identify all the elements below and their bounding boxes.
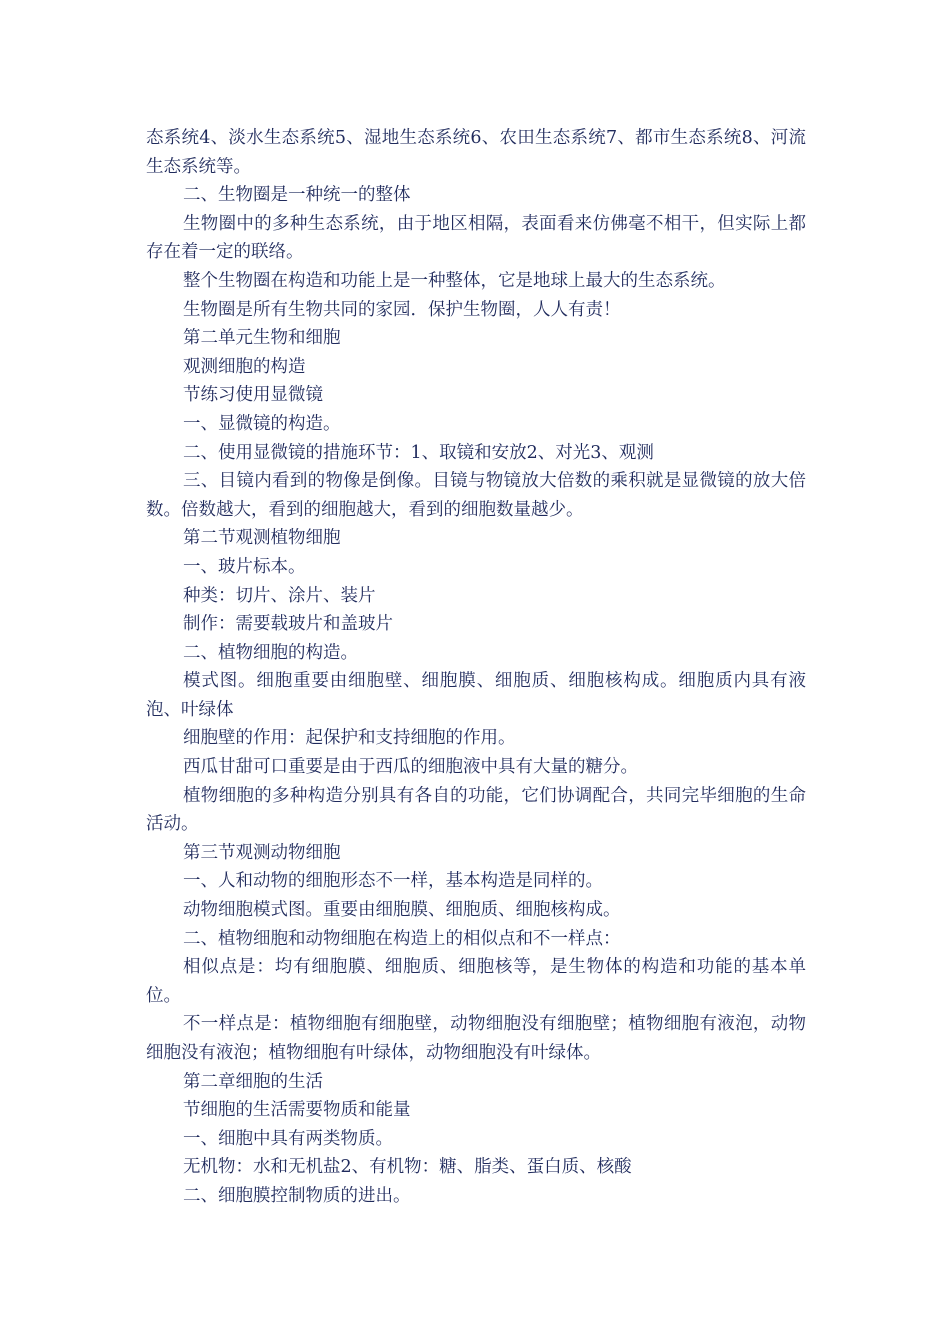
paragraph-cell-similarities: 相似点是：均有细胞膜、细胞质、细胞核等，是生物体的构造和功能的基本单位。 [146,957,806,1006]
paragraph-slide-making: 制作：需要载玻片和盖玻片 [183,614,393,635]
heading-biosphere-unity: 二、生物圈是一种统一的整体 [183,185,411,206]
heading-section-animal-cell: 第三节观测动物细胞 [183,842,341,863]
heading-unit-two: 第二单元生物和细胞 [183,328,341,349]
paragraph-animal-cell-shape: 一、人和动物的细胞形态不一样，基本构造是同样的。 [183,871,603,892]
paragraph-inorganic-organic: 无机物：水和无机盐2、有机物：糖、脂类、蛋白质、核酸 [183,1157,632,1178]
paragraph-microscope-structure: 一、显微镜的构造。 [183,413,341,434]
heading-chapter-two: 第二章细胞的生活 [183,1071,323,1092]
heading-section-plant-cell: 第二节观测植物细胞 [183,528,341,549]
paragraph-plant-cell-diagram: 模式图。细胞重要由细胞壁、细胞膜、细胞质、细胞核构成。细胞质内具有液泡、叶绿体 [146,671,806,720]
paragraph-two-substances: 一、细胞中具有两类物质。 [183,1128,393,1149]
paragraph-microscope-image: 三、目镜内看到的物像是倒像。目镜与物镜放大倍数的乘积就是显微镜的放大倍数。倍数越大，看到的细胞越大，看到的细胞数量越少。 [146,471,806,520]
paragraph-cell-membrane: 二、细胞膜控制物质的进出。 [183,1185,411,1206]
heading-section-matter-energy: 节细胞的生活需要物质和能量 [183,1100,411,1121]
heading-observe-cell: 观测细胞的构造 [183,356,306,377]
paragraph-biosphere-largest: 整个生物圈在构造和功能上是一种整体，它是地球上最大的生态系统。 [183,270,726,291]
paragraph-slide-specimen: 一、玻片标本。 [183,556,306,577]
paragraph-cell-comparison: 二、植物细胞和动物细胞在构造上的相似点和不一样点： [183,928,621,949]
paragraph-cell-differences: 不一样点是：植物细胞有细胞壁，动物细胞没有细胞壁；植物细胞有液泡，动物细胞没有液泡；植物细胞有叶绿体，动物细胞没有叶绿体。 [146,1014,806,1063]
paragraph-animal-cell-diagram: 动物细胞模式图。重要由细胞膜、细胞质、细胞核构成。 [183,900,621,921]
paragraph-plant-cell-cooperation: 植物细胞的多种构造分别具有各自的功能，它们协调配合，共同完毕细胞的生命活动。 [146,785,806,835]
heading-section-microscope: 节练习使用显微镜 [183,385,323,406]
document-body [146,124,806,1211]
paragraph-watermelon: 西瓜甘甜可口重要是由于西瓜的细胞液中具有大量的糖分。 [183,757,638,778]
paragraph-microscope-steps: 二、使用显微镜的措施环节：1、取镜和安放2、对光3、观测 [183,442,654,463]
paragraph-biosphere-home: 生物圈是所有生物共同的家园．保护生物圈，人人有责！ [183,299,621,320]
paragraph-cell-wall-function: 细胞壁的作用：起保护和支持细胞的作用。 [183,728,516,749]
paragraph-slide-types: 种类：切片、涂片、装片 [183,585,376,606]
paragraph-plant-cell-structure: 二、植物细胞的构造。 [183,642,358,663]
paragraph-ecosystem-types: 态系统4、淡水生态系统5、湿地生态系统6、农田生态系统7、都市生态系统8、河流生态系统等。 [146,128,806,177]
paragraph-biosphere-connection: 生物圈中的多种生态系统，由于地区相隔，表面看来仿佛毫不相干，但实际上都存在着一定的联络。 [146,213,806,263]
